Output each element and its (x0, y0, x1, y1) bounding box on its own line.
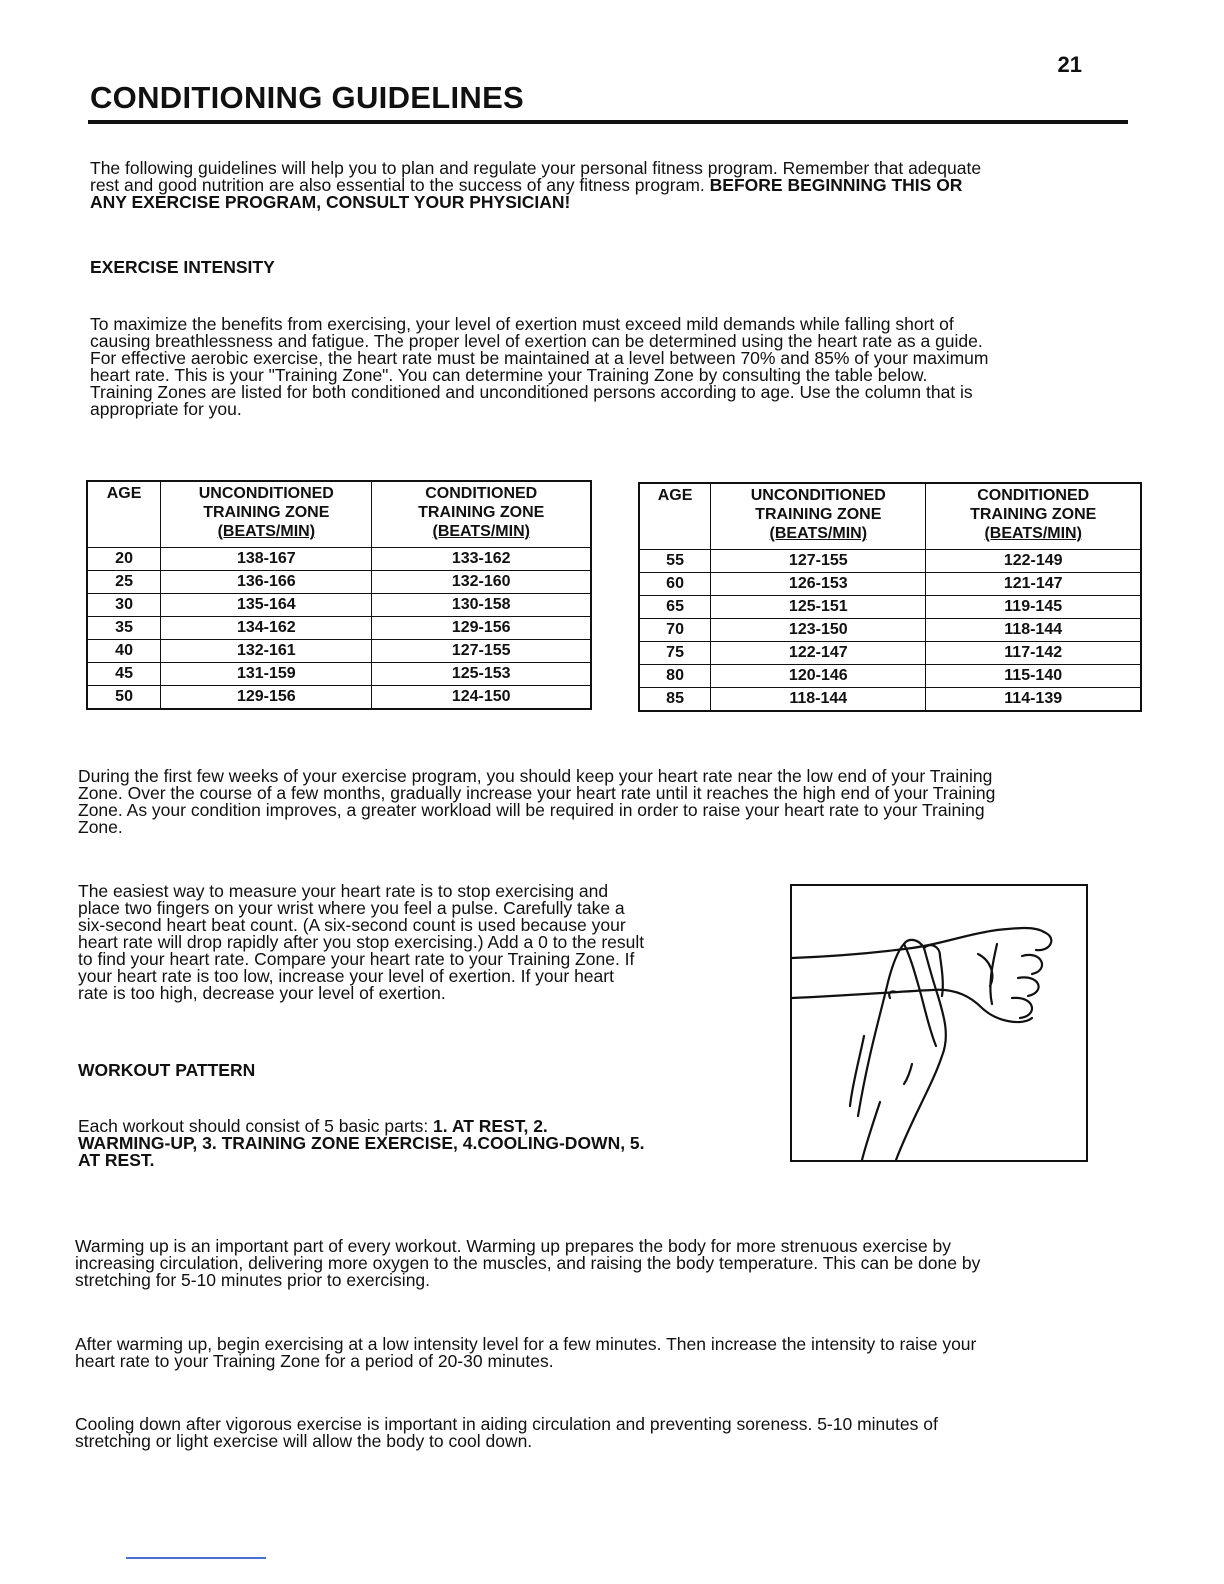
table-row (87, 593, 591, 616)
unconditioned-header: UNCONDITIONED TRAINING ZONE (BEATS/MIN) (161, 481, 372, 547)
text-line: causing breathlessness and fatigue. The proper level of exertion can be determined using the heart rate as a guide. (90, 331, 983, 351)
workout-pattern-heading: WORKOUT PATTERN (78, 1060, 256, 1080)
age-cell: 60 (639, 572, 711, 595)
age-cell: 85 (639, 687, 711, 711)
age-cell: 70 (639, 618, 711, 641)
unconditioned-cell: 122-147 (711, 641, 926, 664)
conditioned-cell: 121-147 (926, 572, 1141, 595)
conditioned-cell: 133-162 (372, 547, 591, 570)
exercise-intensity-paragraph (90, 316, 1130, 418)
pulse-check-illustration (790, 884, 1088, 1162)
age-header: AGE (639, 483, 711, 549)
conditioned-cell: 125-153 (372, 662, 591, 685)
text-line: heart rate. This is your "Training Zone". You can determine your Training Zone by consulting the table below. (90, 365, 928, 385)
workout-pattern-paragraph (78, 1118, 778, 1169)
age-cell: 45 (87, 662, 161, 685)
table-row (639, 687, 1141, 711)
text-line: your heart rate is too low, increase your level of exertion. If your heart (78, 966, 614, 986)
text-line: stretching or light exercise will allow the body to cool down. (75, 1431, 533, 1451)
during-paragraph (78, 768, 1138, 836)
text-line: to find your heart rate. Compare your heart rate to your Training Zone. If (78, 949, 635, 969)
table-row (639, 549, 1141, 572)
text-line: place two fingers on your wrist where you feel a pulse. Carefully take a (78, 898, 625, 918)
intro-line: The following guidelines will help you to plan and regulate your personal fitness program. Remember that adequate (90, 158, 982, 178)
unconditioned-cell: 129-156 (161, 685, 372, 709)
unconditioned-cell: 138-167 (161, 547, 372, 570)
text-line: heart rate will drop rapidly after you stop exercising.) Add a 0 to the result (78, 932, 645, 952)
unconditioned-cell: 118-144 (711, 687, 926, 711)
conditioned-cell: 118-144 (926, 618, 1141, 641)
text-line: The easiest way to measure your heart rate is to stop exercising and (78, 881, 609, 901)
text-line: increasing circulation, delivering more oxygen to the muscles, and raising the body temperature. This can be done by (75, 1253, 981, 1273)
table-row (87, 547, 591, 570)
cooling-down-paragraph (75, 1416, 1135, 1450)
age-cell: 55 (639, 549, 711, 572)
text-line: six-second heart beat count. (A six-second count is used because your (78, 915, 626, 935)
unconditioned-cell: 126-153 (711, 572, 926, 595)
text-line: Zone. (78, 817, 123, 837)
conditioned-header: CONDITIONED TRAINING ZONE (BEATS/MIN) (372, 481, 591, 547)
after-warming-paragraph (75, 1336, 1135, 1370)
text-line: Zone. As your condition improves, a greater workload will be required in order to raise your heart rate to your Training (78, 800, 985, 820)
text-line: WARMING-UP, 3. TRAINING ZONE EXERCISE, 4.COOLING-DOWN, 5. (78, 1133, 645, 1153)
text-line: Training Zones are listed for both conditioned and unconditioned persons according to age. Use the column that is (90, 382, 973, 402)
intro-line: rest and good nutrition are also essential to the success of any fitness program. BEFORE BEGINNING THIS OR (90, 175, 963, 195)
text-line: rate is too high, decrease your level of exertion. (78, 983, 446, 1003)
conditioned-cell: 119-145 (926, 595, 1141, 618)
conditioned-cell: 117-142 (926, 641, 1141, 664)
table-row (639, 572, 1141, 595)
conditioned-cell: 114-139 (926, 687, 1141, 711)
measure-heart-rate-paragraph (78, 883, 768, 1002)
hand-on-wrist-icon (792, 886, 1086, 1160)
text-line: AT REST. (78, 1150, 155, 1170)
training-zone-table-left (86, 480, 592, 710)
intro-paragraph (90, 160, 1130, 211)
unconditioned-header: UNCONDITIONED TRAINING ZONE (BEATS/MIN) (711, 483, 926, 549)
unconditioned-cell: 120-146 (711, 664, 926, 687)
training-zone-table-right (638, 482, 1142, 712)
table-row (87, 639, 591, 662)
unconditioned-cell: 134-162 (161, 616, 372, 639)
table-row (639, 641, 1141, 664)
table-row (87, 616, 591, 639)
table-row (87, 685, 591, 709)
page-title: CONDITIONING GUIDELINES (90, 80, 525, 115)
page-number: 21 (1057, 52, 1082, 77)
physician-warning: BEFORE BEGINNING THIS OR (709, 175, 963, 195)
exercise-intensity-heading: EXERCISE INTENSITY (90, 257, 275, 277)
conditioned-header: CONDITIONED TRAINING ZONE (BEATS/MIN) (926, 483, 1141, 549)
conditioned-cell: 124-150 (372, 685, 591, 709)
age-cell: 40 (87, 639, 161, 662)
table-row (639, 618, 1141, 641)
conditioned-cell: 122-149 (926, 549, 1141, 572)
table-row (639, 595, 1141, 618)
age-cell: 35 (87, 616, 161, 639)
unconditioned-cell: 132-161 (161, 639, 372, 662)
age-cell: 30 (87, 593, 161, 616)
text-line: To maximize the benefits from exercising, your level of exertion must exceed mild demands while falling short of (90, 314, 954, 334)
age-cell: 20 (87, 547, 161, 570)
text-line: Warming up is an important part of every workout. Warming up prepares the body for more strenuous exercise by (75, 1236, 952, 1256)
text-line: stretching for 5-10 minutes prior to exercising. (75, 1270, 431, 1290)
unconditioned-cell: 123-150 (711, 618, 926, 641)
text-line: Each workout should consist of 5 basic parts: 1. AT REST, 2. (78, 1116, 548, 1136)
table-row (87, 570, 591, 593)
table-row (639, 664, 1141, 687)
physician-warning-line: ANY EXERCISE PROGRAM, CONSULT YOUR PHYSICIAN! (90, 192, 571, 212)
text-line: During the first few weeks of your exercise program, you should keep your heart rate near the low end of your Training (78, 766, 993, 786)
age-cell: 75 (639, 641, 711, 664)
text-line: For effective aerobic exercise, the heart rate must be maintained at a level between 70% and 85% of your maximum (90, 348, 989, 368)
conditioned-cell: 115-140 (926, 664, 1141, 687)
unconditioned-cell: 136-166 (161, 570, 372, 593)
text-line: Zone. Over the course of a few months, gradually increase your heart rate until it reaches the high end of your Training (78, 783, 996, 803)
conditioned-cell: 132-160 (372, 570, 591, 593)
table-row (87, 662, 591, 685)
unconditioned-cell: 125-151 (711, 595, 926, 618)
age-cell: 50 (87, 685, 161, 709)
age-cell: 65 (639, 595, 711, 618)
warming-up-paragraph (75, 1238, 1135, 1289)
text-line: heart rate to your Training Zone for a period of 20-30 minutes. (75, 1351, 554, 1371)
conditioned-cell: 129-156 (372, 616, 591, 639)
unconditioned-cell: 131-159 (161, 662, 372, 685)
text-line: After warming up, begin exercising at a low intensity level for a few minutes. Then increase the intensity to raise your (75, 1334, 977, 1354)
age-header: AGE (87, 481, 161, 547)
bottom-divider (126, 1557, 266, 1559)
text-line: Cooling down after vigorous exercise is important in aiding circulation and preventing soreness. 5-10 minutes of (75, 1414, 938, 1434)
unconditioned-cell: 135-164 (161, 593, 372, 616)
conditioned-cell: 127-155 (372, 639, 591, 662)
title-divider (88, 120, 1128, 124)
age-cell: 25 (87, 570, 161, 593)
unconditioned-cell: 127-155 (711, 549, 926, 572)
age-cell: 80 (639, 664, 711, 687)
text-line: appropriate for you. (90, 399, 242, 419)
conditioned-cell: 130-158 (372, 593, 591, 616)
